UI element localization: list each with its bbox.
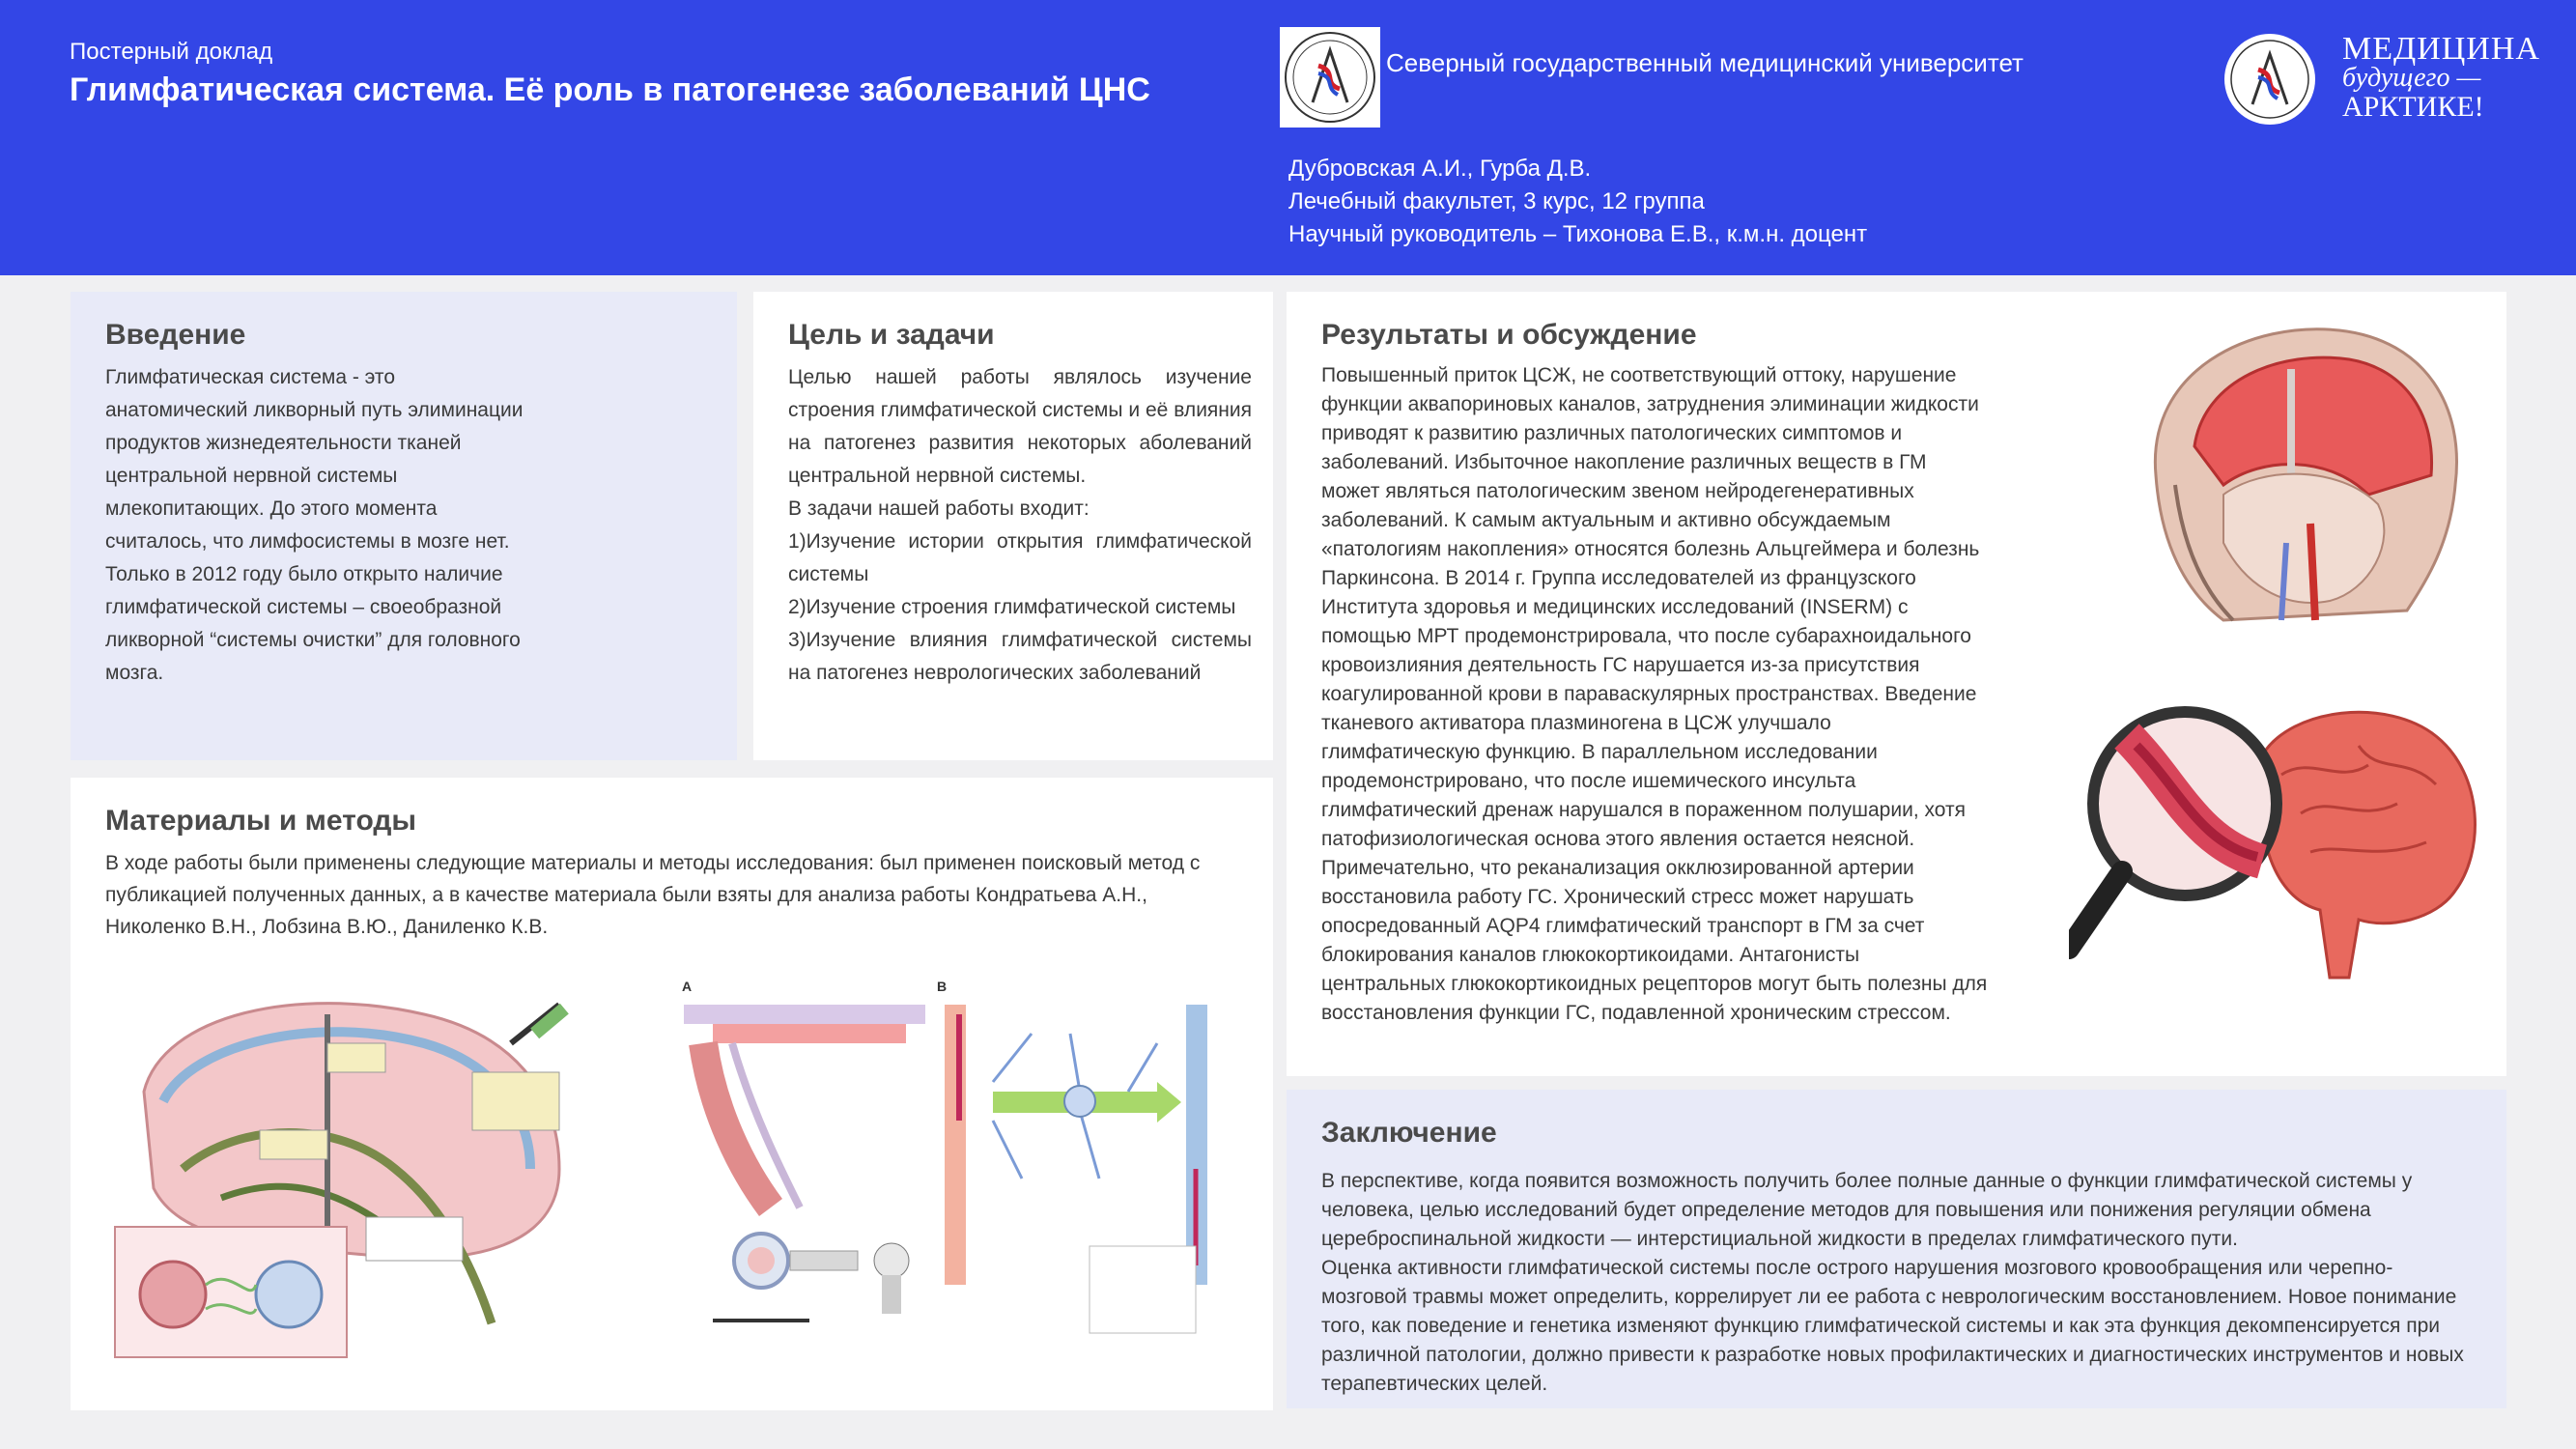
tasks-intro: В задачи нашей работы входит: <box>788 497 1090 520</box>
motto-line-2: будущего — <box>2342 63 2481 93</box>
goal-panel <box>753 292 1273 760</box>
university-logo <box>1280 27 1380 128</box>
methods-text: В ходе работы были применены следующие материалы и методы исследования: был применен поисковый метод с публикацией полученных данных, а в качестве материала были взяты для анализа работы Кондратьева А.Н., Николенко В.Н., Лобзина В.Ю., Даниленко К.В. <box>105 852 1201 938</box>
task-item: 2)Изучение строения глимфатической системы <box>788 596 1236 618</box>
motto-line-3: АРКТИКЕ! <box>2342 91 2484 123</box>
conclusion-heading: Заключение <box>1321 1117 1497 1149</box>
conclusion-panel <box>1287 1090 2506 1408</box>
conclusion-text-1: В перспективе, когда появится возможность получить более полные данные о функции глимфатической системы у человека, целью исследований будет определение методов для повышения или понижения регуляции обмена цереброспинальной жидкости — интерстициальной жидкости в пределах глимфатического пути. <box>1321 1170 2413 1250</box>
supervisor: Научный руководитель – Тихонова Е.В., к.м.н. доцент <box>1288 221 1868 247</box>
intro-text: Глимфатическая система - это анатомический ликворный путь элиминации продуктов жизнедеятельности тканей центральной нервной системы млекопитающих. До этого момента считалось, что лимфосистемы в мозге нет. Только в 2012 году было открыто наличие глимфатической системы – своеобразной ликворной “системы очистки” для головного мозга. <box>105 366 524 684</box>
authors-block <box>1288 153 1867 251</box>
perivascular-space-diagram <box>674 976 1254 1362</box>
intro-heading: Введение <box>105 319 246 351</box>
fig-b-label: B <box>937 979 948 994</box>
fig-a-label: A <box>682 979 693 994</box>
motto-logo <box>2342 31 2540 123</box>
conclusion-text-block <box>1321 1167 2471 1399</box>
conclusion-text-2: Оценка активности глимфатической системы после острого нарушения мозгового кровообращения или черепно-мозговой травмы может определить, коррелирует ли ее работа с неврологическим восстановлением. Новое понимание того, как поведение и генетика изменяют функцию глимфатической системы и как эта функция декомпенсируется при различной патологии, должно привести к разработке новых профилактических и диагностических инструментов и новых терапевтических целей. <box>1321 1257 2464 1395</box>
brain-anatomy-illustration <box>2117 311 2484 639</box>
results-panel <box>1287 292 2506 1076</box>
goal-heading: Цель и задачи <box>788 319 995 351</box>
goal-text: Целью нашей работы являлось изучение строения глимфатической системы и её влияния на патогенез развития некоторых аболеваний центральной нервной системы. <box>788 366 1252 487</box>
poster-title: Глимфатическая система. Её роль в патогенезе заболеваний ЦНС <box>70 71 1150 108</box>
glymphatic-flow-diagram <box>105 976 641 1362</box>
methods-heading: Материалы и методы <box>105 805 417 837</box>
task-item: 3)Изучение влияния глимфатической системы на патогенез неврологических заболеваний <box>788 629 1252 684</box>
motto-line-1: МЕДИЦИНА <box>2342 31 2540 67</box>
poster-type: Постерный доклад <box>70 39 273 65</box>
results-heading: Результаты и обсуждение <box>1321 319 1697 351</box>
authors: Дубровская А.И., Гурба Д.В. <box>1288 156 1592 182</box>
forum-logo <box>2222 31 2318 128</box>
results-text: Повышенный приток ЦСЖ, не соответствующий оттоку, нарушение функции аквапориновых каналов, затруднения элиминации жидкости приводят к развитию различных патологических симптомов и заболеваний. Избыточное накопление различных веществ в ГМ может являться патологическим звеном нейродегенеративных заболеваний. К самым актуальным и активно обсуждаемым «патологиям накопления» относятся болезнь Альцгеймера и болезнь Паркинсона. В 2014 г. Группа исследователей из французского Института здоровья и медицинских исследований (INSERM) с помощью МРТ продемонстрировала, что после субарахноидального кровоизлияния деятельность ГС нарушается из-за присутствия коагулированной крови в паравaскулярных пространствах. Введение тканевого активатора плазминогена в ЦСЖ улучшало глимфатическую функцию. В параллельном исследовании продемонстрировано, что после ишемического инсульта глимфатический дренаж нарушался в пораженном полушарии, хотя патофизиологическая основа этого явления остается неясной. Примечательно, что реканализация окклюзированной артерии восстановила работу ГС. Хронический стресс может нарушать опосредованный AQP4 глимфатический транспорт в ГМ за счет блокирования каналов глюкокортикоидами. Антагонисты центральных глюкокортикоидных рецепторов могут быть полезны для восстановления функции ГС, подавленной хроническим стрессом. <box>1321 364 1988 1024</box>
faculty: Лечебный факультет, 3 курс, 12 группа <box>1288 188 1705 214</box>
goal-text-block <box>788 361 1252 690</box>
methods-panel <box>71 778 1273 1410</box>
magnified-vessel-illustration <box>2069 697 2494 987</box>
task-item: 1)Изучение истории открытия глимфатической системы <box>788 530 1252 585</box>
poster-header <box>0 0 2576 275</box>
intro-panel <box>71 292 737 760</box>
university-name: Северный государственный медицинский университет <box>1386 48 2024 77</box>
